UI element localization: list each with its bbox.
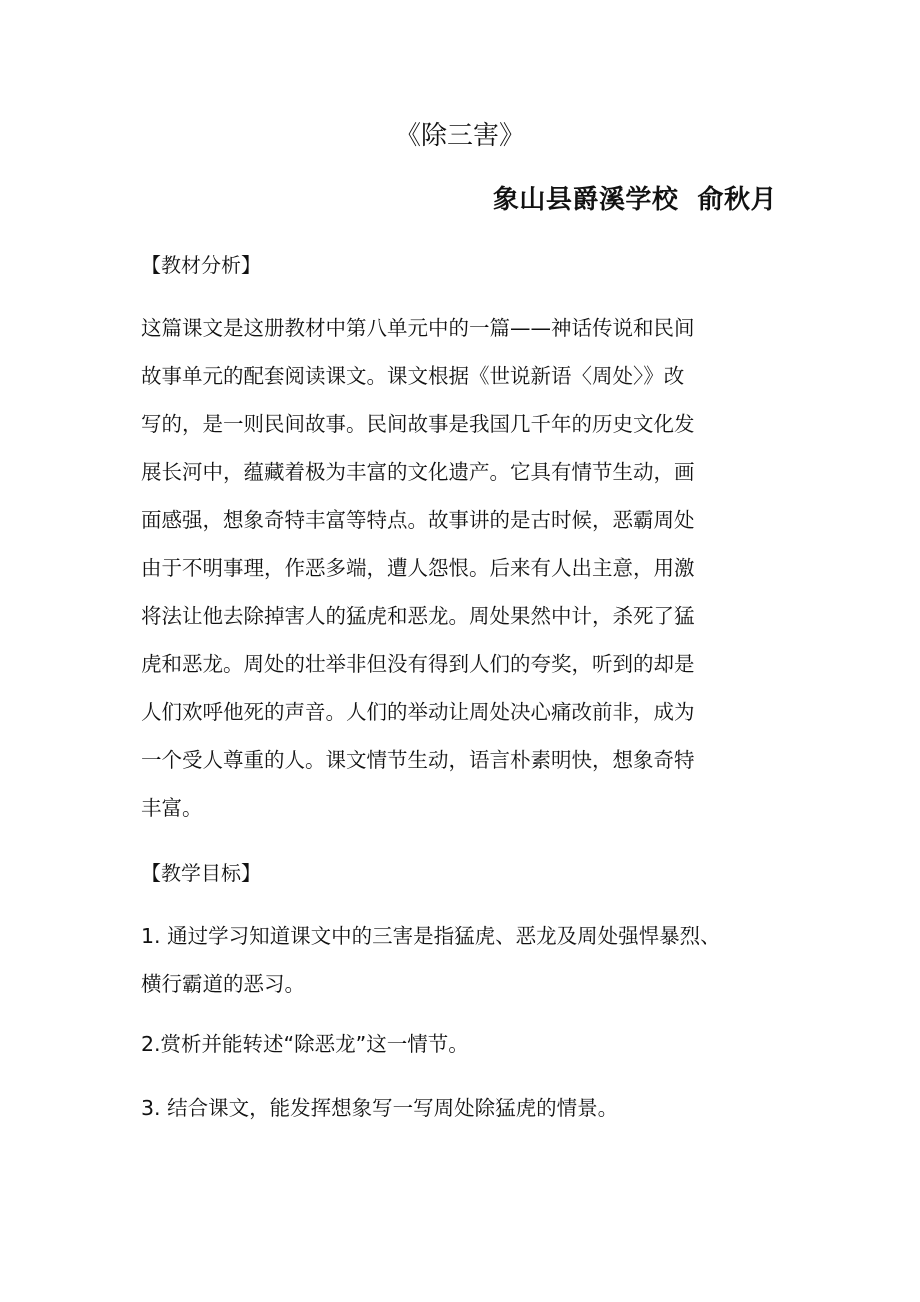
paragraph-line: 面感强，想象奇特丰富等特点。故事讲的是古时候，恶霸周处 (141, 508, 695, 532)
author-line: 象山县爵溪学校 俞秋月 (492, 185, 777, 215)
paragraph-line: 虎和恶龙。周处的壮举非但没有得到人们的夸奖，听到的却是 (141, 652, 695, 676)
paragraph-line: 人们欢呼他死的声音。人们的举动让周处决心痛改前非，成为 (141, 700, 695, 724)
paragraph-line: 由于不明事理，作恶多端，遭人怨恨。后来有人出主意，用激 (141, 556, 695, 580)
objective-line: 横行霸道的恶习。 (141, 972, 305, 996)
paragraph-line: 丰富。 (141, 796, 203, 820)
objective-line: 1. 通过学习知道课文中的三害是指猛虎、恶龙及周处强悍暴烈、 (141, 924, 721, 948)
section-heading-textbook-analysis: 【教材分析】 (141, 253, 261, 277)
paragraph-line: 将法让他去除掉害人的猛虎和恶龙。周处果然中计，杀死了猛 (141, 604, 695, 628)
paragraph-line: 展长河中，蕴藏着极为丰富的文化遗产。它具有情节生动，画 (141, 460, 695, 484)
paragraph-line: 故事单元的配套阅读课文。课文根据《世说新语〈周处〉》改 (141, 364, 685, 388)
document-title: 《除三害》 (394, 121, 525, 151)
objective-line: 3. 结合课文，能发挥想象写一写周处除猛虎的情景。 (141, 1096, 619, 1120)
objective-line: 2.赏析并能转述“除恶龙”这一情节。 (141, 1032, 469, 1056)
paragraph-line: 这篇课文是这册教材中第八单元中的一篇——神话传说和民间 (141, 316, 695, 340)
section-heading-teaching-objectives: 【教学目标】 (141, 861, 261, 885)
paragraph-line: 写的，是一则民间故事。民间故事是我国几千年的历史文化发 (141, 412, 695, 436)
paragraph-line: 一个受人尊重的人。课文情节生动，语言朴素明快，想象奇特 (141, 748, 695, 772)
